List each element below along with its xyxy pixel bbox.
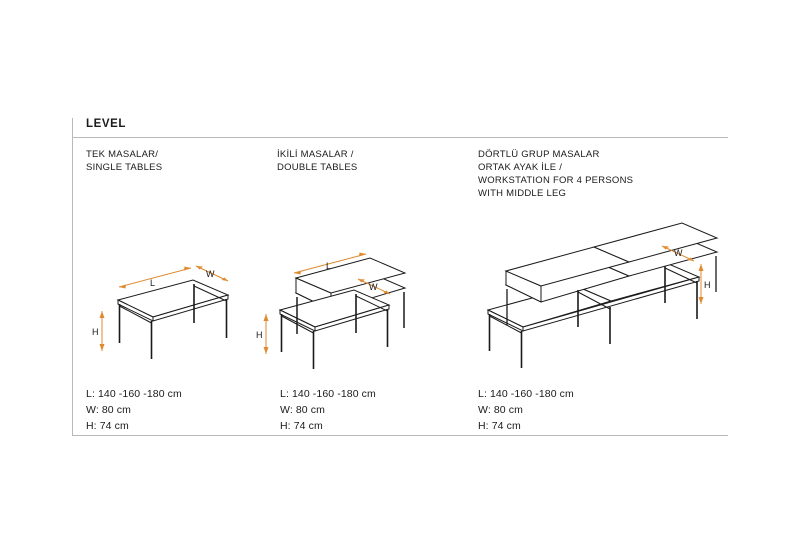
dimension-arrow [264, 347, 269, 354]
dimension-arrow [699, 264, 704, 271]
spec-length: L: 140 -160 -180 cm [86, 388, 182, 400]
heading-line: ORTAK AYAK İLE / [478, 162, 563, 173]
dimension-arrow [264, 314, 269, 321]
spec-length: L: 140 -160 -180 cm [478, 388, 574, 400]
vertical-divider [72, 118, 73, 436]
spec-height: H: 74 cm [280, 420, 323, 432]
dimension-arrow [100, 344, 105, 351]
bottom-divider [72, 435, 728, 436]
dimension-label-width: W [369, 282, 378, 292]
heading-line: İKİLİ MASALAR / [277, 149, 354, 160]
dimension-label-height: H [92, 327, 99, 337]
specs-single-tables [86, 386, 182, 434]
dimension-arrow [100, 311, 105, 318]
diagram-workstation-4-persons [458, 215, 728, 385]
spec-width: W: 80 cm [280, 404, 325, 416]
dimension-label-height: H [256, 330, 263, 340]
heading-line: SINGLE TABLES [86, 162, 163, 173]
dimension-label-length: L [326, 261, 332, 271]
heading-line: DÖRTLÜ GRUP MASALAR [478, 149, 600, 160]
heading-line: WORKSTATION FOR 4 PERSONS [478, 175, 634, 186]
spec-height: H: 74 cm [478, 420, 521, 432]
specs-double-tables [280, 386, 376, 434]
dimension-label-length: L [150, 278, 156, 288]
column-heading-single-tables [86, 148, 266, 174]
column-heading-double-tables [277, 148, 467, 174]
spec-height: H: 74 cm [86, 420, 129, 432]
column-heading-workstation [478, 148, 728, 200]
heading-line: TEK MASALAR/ [86, 149, 159, 160]
heading-line: WITH MIDDLE LEG [478, 188, 567, 199]
dimension-arrow [699, 297, 704, 304]
spec-width: W: 80 cm [86, 404, 131, 416]
specs-workstation [478, 386, 574, 434]
heading-line: DOUBLE TABLES [277, 162, 358, 173]
spec-length: L: 140 -160 -180 cm [280, 388, 376, 400]
page-title: LEVEL [86, 118, 127, 130]
spec-width: W: 80 cm [478, 404, 523, 416]
dimension-label-width: W [674, 248, 683, 258]
diagram-single-table [80, 255, 250, 380]
dimension-label-width: W [206, 269, 215, 279]
top-divider [72, 137, 728, 138]
dimension-label-height: H [704, 280, 711, 290]
diagram-double-table [250, 248, 450, 383]
